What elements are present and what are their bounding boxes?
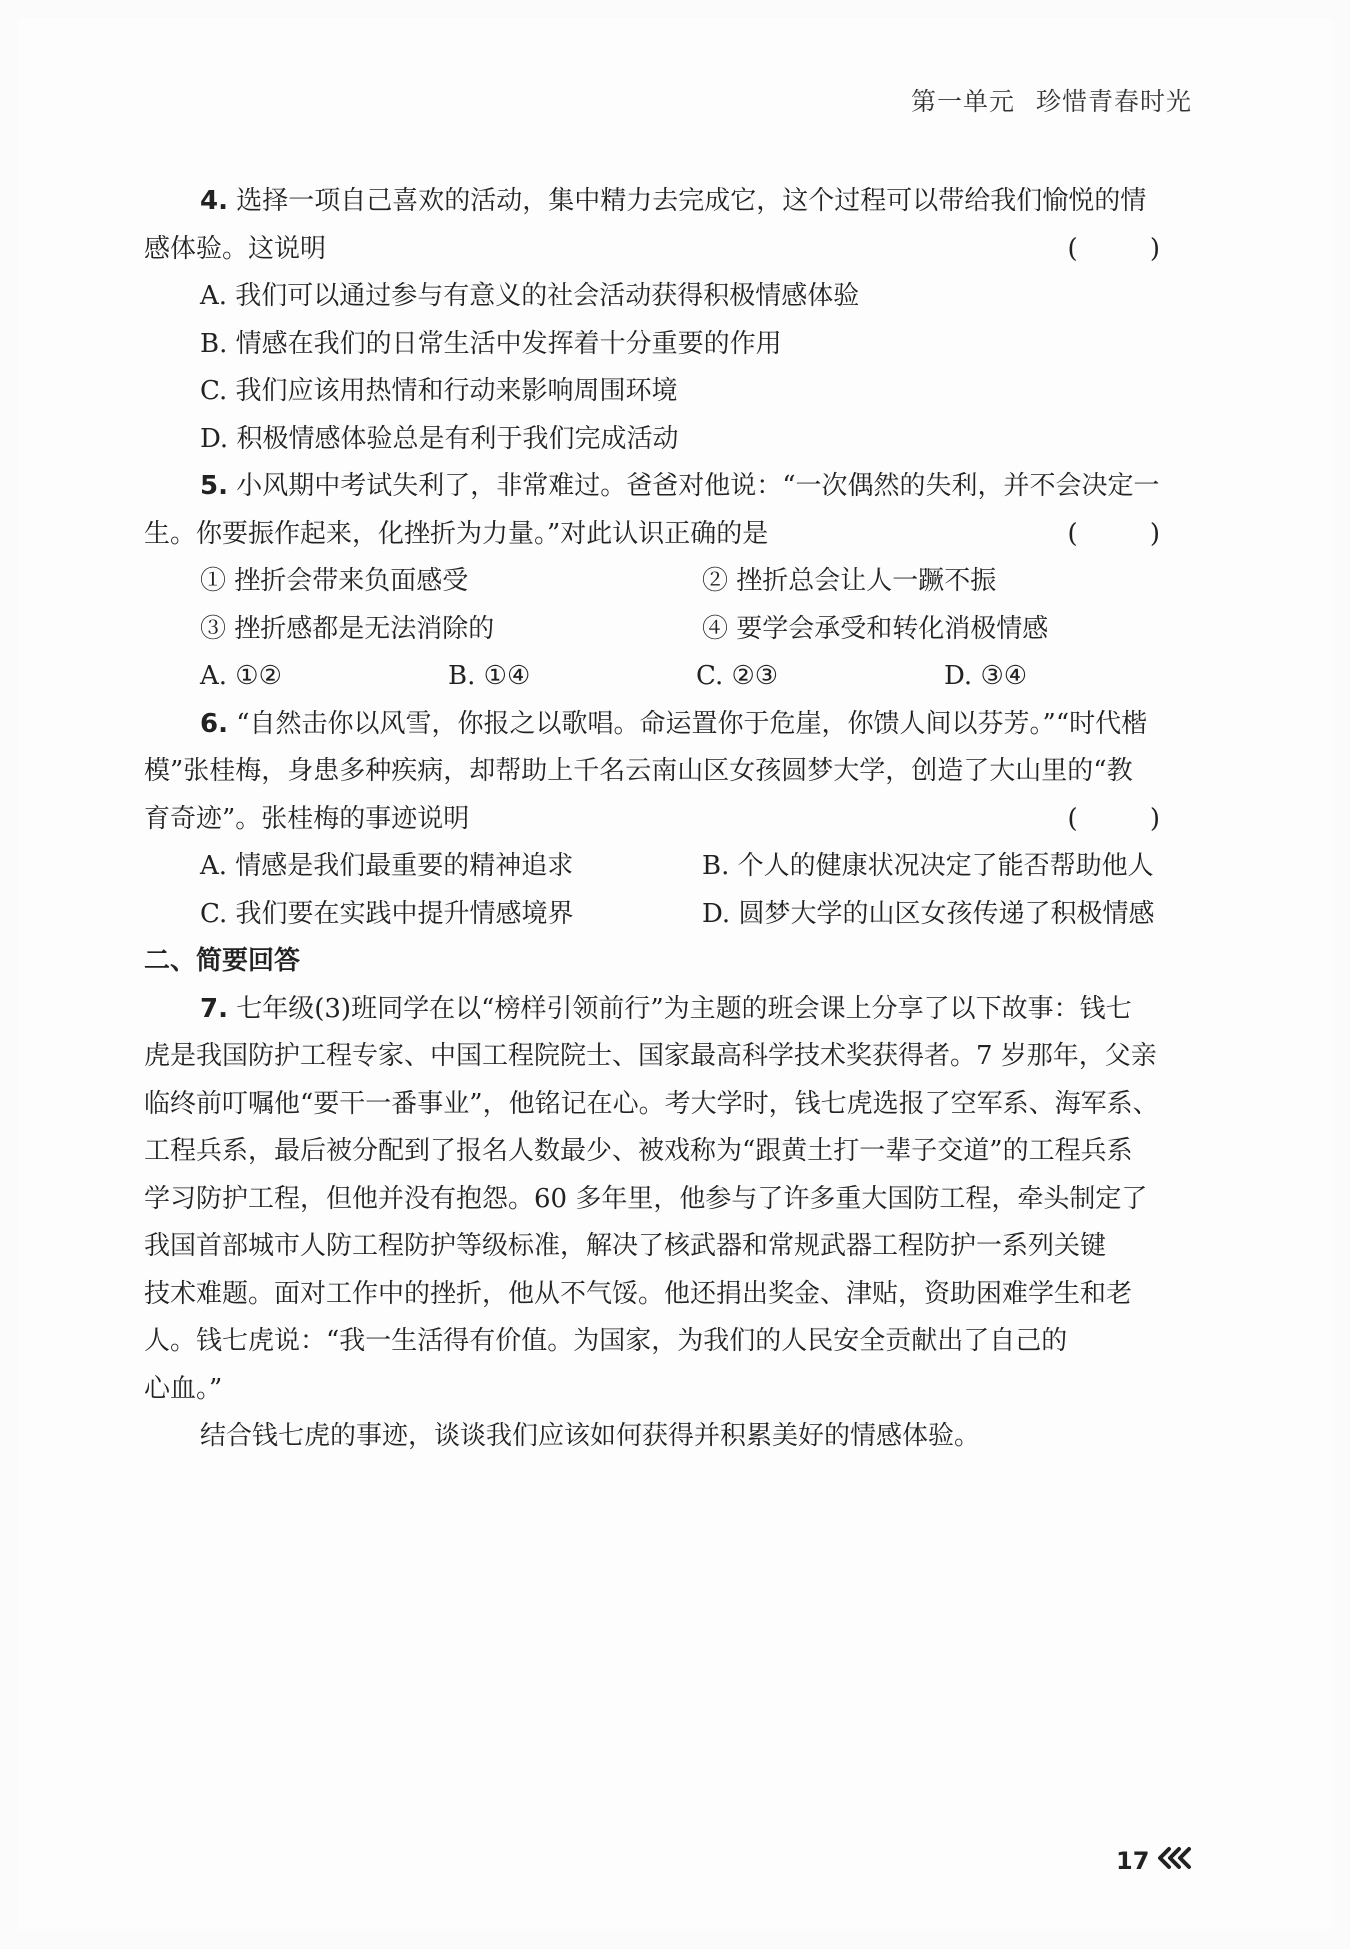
q6-text1: “自然击你以风雪，你报之以歌唱。命运置你于危崖，你馈人间以芬芳。”“时代楷 (236, 708, 1148, 739)
q6-options-row1 (144, 843, 1192, 891)
q6-line2: 模”张桂梅，身患多种疾病，却帮助上千名云南山区女孩圆梦大学，创造了大山里的“教 (144, 756, 1133, 786)
q5-option-d: D. ③④ (944, 661, 1028, 691)
page-number (1116, 1846, 1195, 1876)
q6-option-b: B. 个人的健康状况决定了能否帮助他人 (702, 851, 1154, 881)
q4-number: 4. (200, 186, 228, 216)
q5-option-b: B. ①④ (448, 661, 531, 691)
q7-line8: 人。钱七虎说：“我一生活得有价值。为国家，为我们的人民安全贡献出了自己的 (144, 1326, 1068, 1356)
section-title: 二、简要回答 (144, 946, 301, 976)
q5-options (144, 653, 1192, 701)
q7-line7: 技术难题。面对工作中的挫折，他从不气馁。他还捐出奖金、津贴，资助困难学生和老 (144, 1278, 1133, 1309)
q4-text2: 感体验。这说明 (144, 233, 327, 264)
q4-option-d: D. 积极情感体验总是有利于我们完成活动 (200, 423, 679, 454)
q4-text1: 选择一项自己喜欢的活动，集中精力去完成它，这个过程可以带给我们愉悦的情 (236, 186, 1147, 216)
page-number-text: 17 (1116, 1847, 1150, 1875)
q6-line1 (144, 701, 1192, 749)
q6-text3: 育奇迹”。张桂梅的事迹说明 (144, 803, 470, 834)
q5-number: 5. (200, 471, 228, 501)
q6-options-row2 (144, 891, 1192, 939)
q6-option-c: C. 我们要在实践中提升情感境界 (200, 898, 574, 929)
chevron-left-icon (1155, 1846, 1195, 1876)
q4-answer-paren: ( ) (1067, 233, 1192, 264)
q5-option-a: A. ①② (200, 661, 282, 691)
q5-option-c: C. ②③ (696, 661, 779, 691)
q6-line3 (144, 796, 1192, 844)
q4-line2 (144, 226, 1192, 274)
q5-statements-row1 (144, 558, 1192, 606)
q7-number: 7. (200, 993, 228, 1024)
q5-statement-2: ② 挫折总会让人一蹶不振 (702, 566, 997, 596)
q5-statement-4: ④ 要学会承受和转化消极情感 (702, 613, 1049, 644)
q7-line9: 心血。” (144, 1373, 223, 1404)
q5-answer-paren: ( ) (1067, 518, 1192, 549)
q5-line1 (144, 463, 1192, 511)
unit-title: 珍惜青春时光 (1035, 87, 1192, 116)
q6-option-d: D. 圆梦大学的山区女孩传递了积极情感 (702, 898, 1155, 929)
q5-line2 (144, 511, 1192, 559)
q5-text1: 小风期中考试失利了，非常难过。爸爸对他说：“一次偶然的失利，并不会决定一 (236, 471, 1160, 501)
unit-label: 第一单元 (911, 87, 1016, 116)
q4-option-c: C. 我们应该用热情和行动来影响周围环境 (200, 376, 678, 406)
q4-line1 (144, 178, 1192, 226)
q6-number: 6. (200, 708, 228, 739)
q7-line4: 工程兵系，最后被分配到了报名人数最少、被戏称为“跟黄土打一辈子交道”的工程兵系 (144, 1136, 1133, 1166)
q5-statement-3: ③ 挫折感都是无法消除的 (200, 613, 495, 644)
q7-line6: 我国首部城市人防工程防护等级标准，解决了核武器和常规武器工程防护一系列关键 (144, 1231, 1107, 1261)
q6-option-a: A. 情感是我们最重要的精神追求 (200, 851, 574, 881)
q7-line2: 虎是我国防护工程专家、中国工程院院士、国家最高科学技术奖获得者。7 岁那年，父亲 (144, 1041, 1157, 1071)
q7-line5: 学习防护工程，但他并没有抱怨。60 多年里，他参与了许多重大国防工程，牵头制定了 (144, 1183, 1148, 1214)
q7-prompt: 结合钱七虎的事迹，谈谈我们应该如何获得并积累美好的情感体验。 (200, 1421, 981, 1451)
q7-line1 (144, 986, 1192, 1034)
q4-option-a: A. 我们可以通过参与有意义的社会活动获得积极情感体验 (200, 281, 860, 311)
q5-text2: 生。你要振作起来，化挫折为力量。”对此认识正确的是 (144, 518, 769, 549)
content (144, 178, 1192, 1461)
page-header (911, 82, 1192, 118)
q7-text1: 七年级(3)班同学在以“榜样引领前行”为主题的班会课上分享了以下故事：钱七 (236, 993, 1132, 1024)
q5-statements-row2 (144, 606, 1192, 654)
q7-line3: 临终前叮嘱他“要干一番事业”，他铭记在心。考大学时，钱七虎选报了空军系、海军系、 (144, 1088, 1159, 1119)
q6-answer-paren: ( ) (1067, 803, 1192, 834)
q5-statement-1: ① 挫折会带来负面感受 (200, 566, 469, 596)
q4-option-b: B. 情感在我们的日常生活中发挥着十分重要的作用 (200, 328, 782, 359)
